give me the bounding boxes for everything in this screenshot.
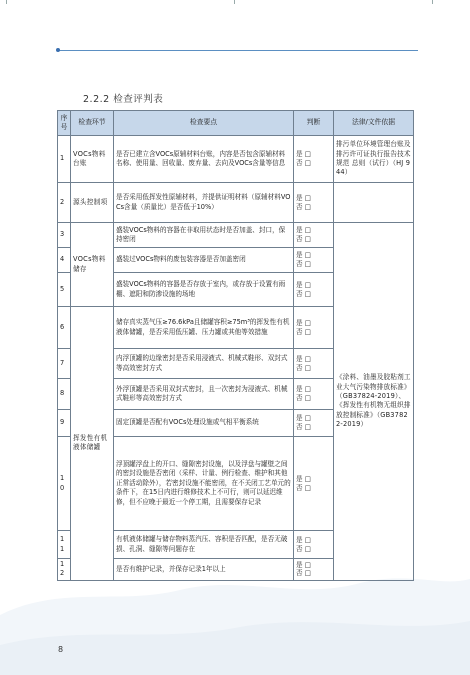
row-index: 9 bbox=[58, 410, 71, 437]
judge-text: 是 □ 否 □ bbox=[296, 251, 311, 268]
row-stage: 源头控制项 bbox=[71, 183, 114, 223]
row-law-empty bbox=[334, 183, 414, 223]
header-rule bbox=[58, 50, 418, 51]
judge-text: 是 □ 否 □ bbox=[296, 535, 311, 553]
judge-checkboxes[interactable] bbox=[294, 183, 334, 223]
judge-text: 是 □ 否 □ bbox=[296, 226, 311, 243]
row-stage: VOCs物料台账 bbox=[71, 136, 114, 183]
table-row bbox=[58, 183, 414, 223]
judge-checkboxes[interactable] bbox=[294, 223, 334, 248]
row-point: 是否采用低挥发性原辅材料，并提供证明材料（原辅材料VOCs含量（质量比）是否低于10%） bbox=[114, 183, 294, 223]
row-index: 2 bbox=[58, 183, 71, 223]
section-title: 2.2.2 检查评判表 bbox=[83, 94, 164, 105]
judge-text: 是 □ 否 □ bbox=[296, 150, 311, 167]
judge-text: 是 □ 否 □ bbox=[296, 354, 311, 372]
header-stage: 检查环节 bbox=[71, 111, 114, 136]
judge-checkboxes[interactable] bbox=[294, 559, 334, 581]
row-index: 4 bbox=[58, 248, 71, 273]
table-row bbox=[58, 136, 414, 183]
row-index: 5 bbox=[58, 273, 71, 307]
top-crop-mark-left bbox=[6, 0, 7, 4]
row-index: 10 bbox=[58, 437, 71, 531]
row-point: 固定顶罐是否配有VOCs处理设施或气相平衡系统 bbox=[114, 410, 294, 437]
judge-checkboxes[interactable] bbox=[294, 349, 334, 379]
table-row bbox=[58, 223, 414, 248]
judge-checkboxes[interactable] bbox=[294, 531, 334, 559]
row-point: 浮顶罐浮盘上的开口、缝隙密封设施，以及浮盘与罐壁之间的密封设施是否密闭（采样、计量、例行检查、维护和其他正常活动除外），若密封设施不能密闭，在不关闭工艺单元的条件下，在15日内进行维修技术上不可行，则可以延迟维修，但不应晚于最近一个停工期，且需要保存记录 bbox=[114, 437, 294, 531]
header-index: 序号 bbox=[58, 111, 71, 136]
row-point: 储存真实蒸气压≥76.6kPa且储罐容积≥75m³的挥发性有机液体储罐，是否采用低压罐、压力罐或其他等效措施 bbox=[114, 307, 294, 349]
row-index: 11 bbox=[58, 531, 71, 559]
judge-text: 是 □ 否 □ bbox=[296, 560, 311, 578]
judge-checkboxes[interactable] bbox=[294, 379, 334, 410]
inspection-table bbox=[57, 110, 414, 581]
top-crop-mark-center bbox=[234, 0, 235, 4]
row-point: 内浮顶罐的边缘密封是否采用浸液式、机械式鞋形、双封式等高效密封方式 bbox=[114, 349, 294, 379]
row-point: 有机液体储罐与储存物料蒸汽压、容积是否匹配，是否无破损、孔洞、缝隙等问题存在 bbox=[114, 531, 294, 559]
judge-checkboxes[interactable] bbox=[294, 307, 334, 349]
row-index: 12 bbox=[58, 559, 71, 581]
top-crop-mark-right bbox=[432, 0, 433, 4]
judge-text: 是 □ 否 □ bbox=[296, 193, 311, 211]
row-point: 是否有维护记录，并保存记录1年以上 bbox=[114, 559, 294, 581]
judge-text: 是 □ 否 □ bbox=[296, 318, 311, 336]
row-law: 《涂料、油墨及胶粘剂工业大气污染物排放标准》（GB37824-2019）、《挥发性有机物无组织排放控制标准》（GB37822-2019） bbox=[334, 223, 414, 581]
row-law: 排污单位环境管理台账及排污许可证执行报告技术规范 总则（试行）（HJ 944） bbox=[334, 136, 414, 183]
header-law: 法律/文件依据 bbox=[334, 111, 414, 136]
row-point: 盛装过VOCs物料的废包装容器是否加盖密闭 bbox=[114, 248, 294, 273]
header-rule-dot bbox=[56, 48, 60, 52]
row-index: 1 bbox=[58, 136, 71, 183]
judge-text: 是 □ 否 □ bbox=[296, 474, 311, 492]
row-index: 6 bbox=[58, 307, 71, 349]
header-point: 检查要点 bbox=[114, 111, 294, 136]
page-number: 8 bbox=[58, 645, 64, 654]
judge-text: 是 □ 否 □ bbox=[296, 385, 311, 402]
row-point: 外浮顶罐是否采用双封式密封，且一次密封为浸液式、机械式鞋形等高效密封方式 bbox=[114, 379, 294, 410]
row-point: 盛装VOCs物料的容器在非取用状态时是否加盖、封口，保持密闭 bbox=[114, 223, 294, 248]
row-index: 3 bbox=[58, 223, 71, 248]
judge-text: 是 □ 否 □ bbox=[296, 280, 311, 298]
row-point: 是否已建立含VOCs原辅材料台账，内容是否包含原辅材料名称、使用量、回收量、废弃量、去向及VOCs含量等信息 bbox=[114, 136, 294, 183]
row-index: 7 bbox=[58, 349, 71, 379]
judge-checkboxes[interactable] bbox=[294, 248, 334, 273]
judge-checkboxes[interactable] bbox=[294, 410, 334, 437]
row-point: 盛装VOCs物料的容器是否存放于室内，或存放于设置有雨棚、遮阳和防渗设施的场地 bbox=[114, 273, 294, 307]
judge-checkboxes[interactable] bbox=[294, 437, 334, 531]
judge-checkboxes[interactable] bbox=[294, 136, 334, 183]
row-stage: VOCs物料储存 bbox=[71, 223, 114, 307]
judge-text: 是 □ 否 □ bbox=[296, 414, 311, 431]
header-judge: 判断 bbox=[294, 111, 334, 136]
row-stage: 挥发性有机液体储罐 bbox=[71, 307, 114, 581]
row-index: 8 bbox=[58, 379, 71, 410]
table-header-row bbox=[58, 111, 414, 136]
judge-checkboxes[interactable] bbox=[294, 273, 334, 307]
